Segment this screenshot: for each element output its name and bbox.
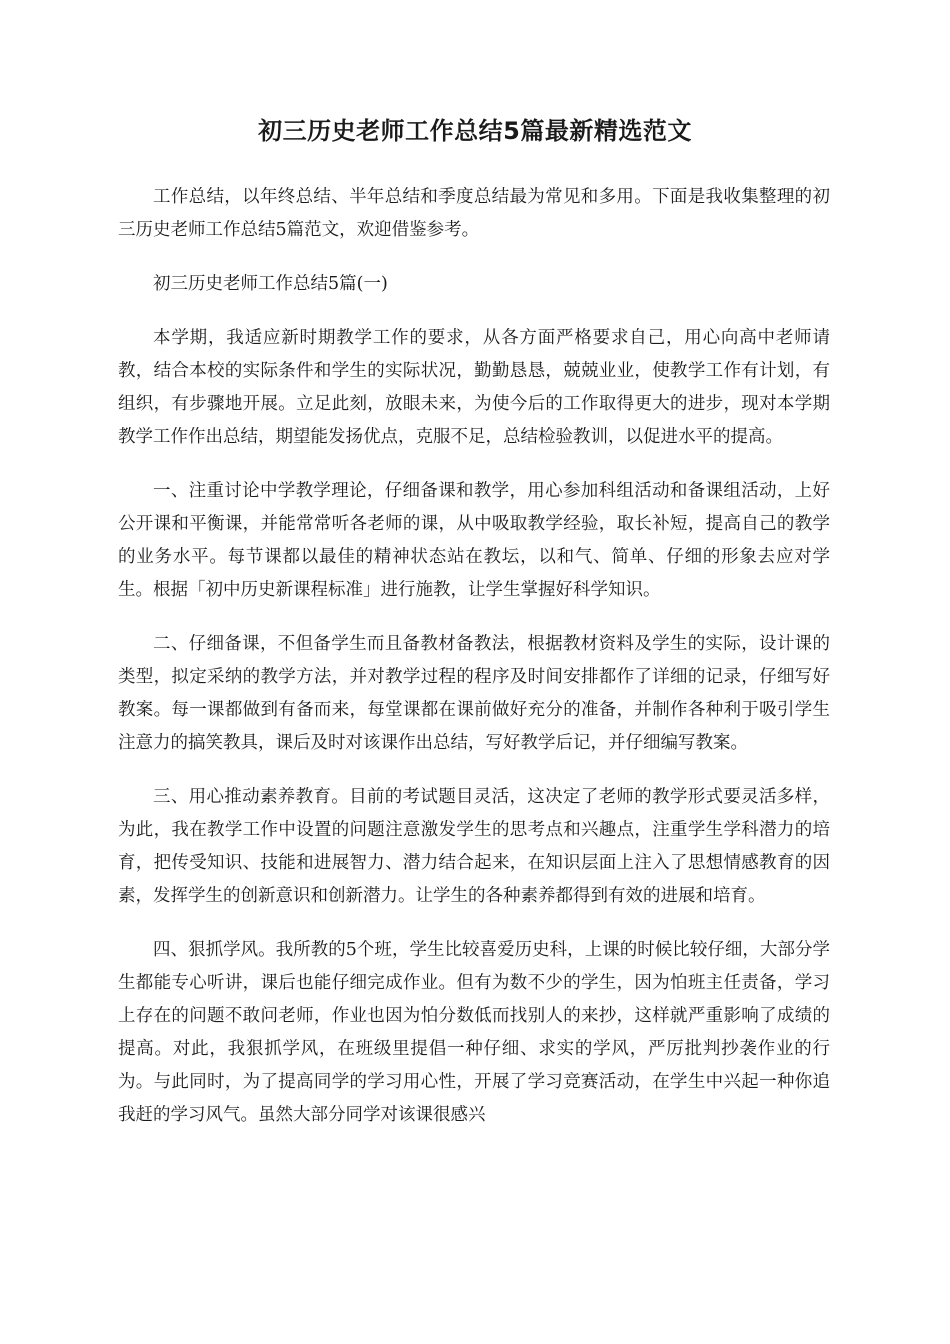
body-paragraph-point-1: 一、注重讨论中学教学理论，仔细备课和教学，用心参加科组活动和备课组活动，上好公开课和平衡课，并能常常听各老师的课，从中吸取教学经验，取长补短，提高自己的教学的业务水平。每节课都以最佳的精神状态站在教坛，以和气、简单、仔细的形象去应对学生。根据「初中历史新课程标准」进行施教，让学生掌握好科学知识。 (118, 481, 830, 600)
section-heading: 初三历史老师工作总结5篇(一) (153, 274, 388, 294)
body-paragraph-point-4: 四、狠抓学风。我所教的5个班，学生比较喜爱历史科，上课的时候比较仔细，大部分学生都能专心听讲，课后也能仔细完成作业。但有为数不少的学生，因为怕班主任责备，学习上存在的问题不敢问老师，作业也因为怕分数低而找别人的来抄，这样就严重影响了成绩的提高。对此，我狠抓学风，在班级里提倡一种仔细、求实的学风，严厉批判抄袭作业的行为。与此同时，为了提高同学的学习用心性，开展了学习竞赛活动，在学生中兴起一种你追我赶的学习风气。虽然大部分同学对该课很感兴 (118, 940, 830, 1125)
body-paragraph-point-3: 三、用心推动素养教育。目前的考试题目灵活，这决定了老师的教学形式要灵活多样，为此，我在教学工作中设置的问题注意激发学生的思考点和兴趣点，注重学生学科潜力的培育，把传受知识、技能和进展智力、潜力结合起来，在知识层面上注入了思想情感教育的因素，发挥学生的创新意识和创新潜力。让学生的各种素养都得到有效的进展和培育。 (118, 787, 830, 906)
document-body (118, 181, 830, 1153)
body-paragraph-point-2: 二、仔细备课，不但备学生而且备教材备教法，根据教材资料及学生的实际，设计课的类型，拟定采纳的教学方法，并对教学过程的程序及时间安排都作了详细的记录，仔细写好教案。每一课都做到有备而来，每堂课都在课前做好充分的准备，并制作各种利于吸引学生注意力的搞笑教具，课后及时对该课作出总结，写好教学后记，并仔细编写教案。 (118, 634, 830, 753)
body-paragraph: 本学期，我适应新时期教学工作的要求，从各方面严格要求自己，用心向高中老师请教，结合本校的实际条件和学生的实际状况，勤勤恳恳，兢兢业业，使教学工作有计划，有组织，有步骤地开展。立足此刻，放眼未来，为使今后的工作取得更大的进步，现对本学期教学工作作出总结，期望能发扬优点，克服不足，总结检验教训，以促进水平的提高。 (118, 328, 830, 447)
document-title: 初三历史老师工作总结5篇最新精选范文 (258, 117, 692, 145)
intro-paragraph: 工作总结，以年终总结、半年总结和季度总结最为常见和多用。下面是我收集整理的初三历史老师工作总结5篇范文，欢迎借鉴参考。 (118, 187, 830, 240)
